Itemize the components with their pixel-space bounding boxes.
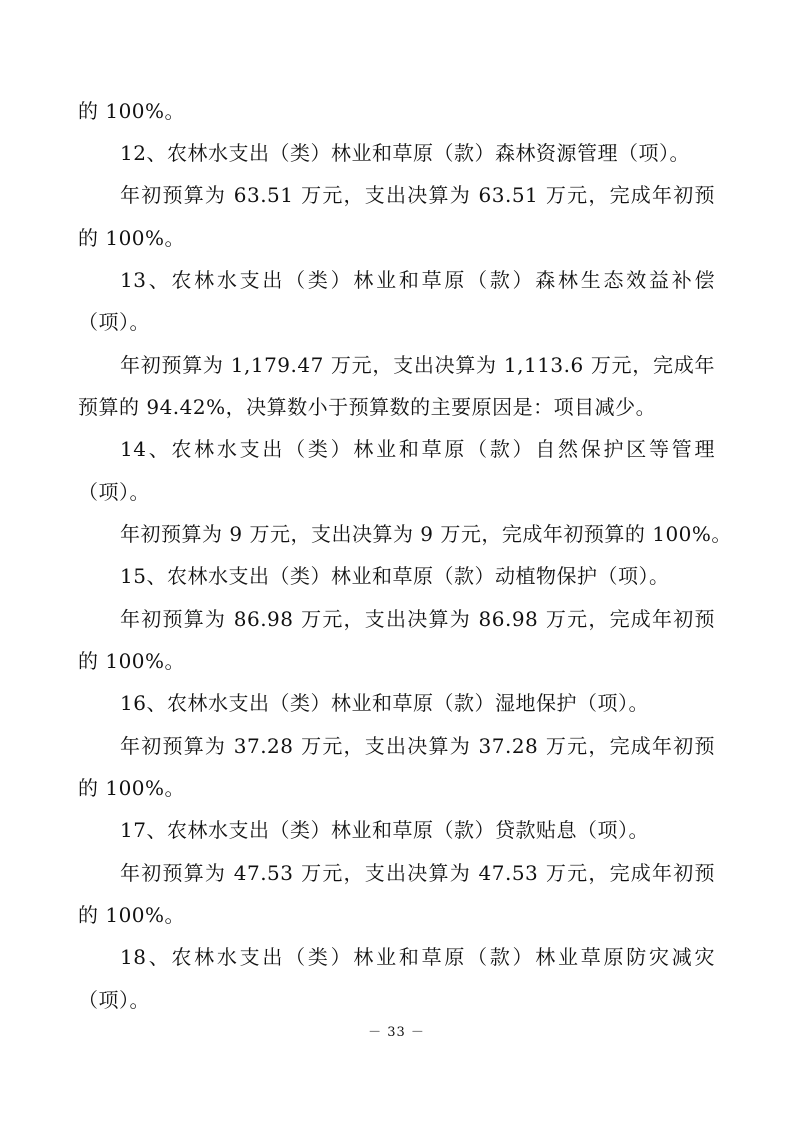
- text-line: 的 100%。: [78, 649, 186, 673]
- text-line: 13、农林水支出（类）林业和草原（款）森林生态效益补偿: [120, 268, 715, 292]
- text-line: 15、农林水支出（类）林业和草原（款）动植物保护（项）。: [120, 564, 670, 588]
- text-line: 17、农林水支出（类）林业和草原（款）贷款贴息（项）。: [120, 818, 649, 842]
- text-line: 14、农林水支出（类）林业和草原（款）自然保护区等管理: [120, 437, 715, 461]
- text-line: 16、农林水支出（类）林业和草原（款）湿地保护（项）。: [120, 691, 649, 715]
- text-line: 的 100%。: [78, 903, 186, 927]
- text-line: 年初预算为 63.51 万元，支出决算为 63.51 万元，完成年初预: [120, 183, 715, 207]
- text-line: 年初预算为 37.28 万元，支出决算为 37.28 万元，完成年初预: [120, 734, 715, 758]
- text-line: （项）。: [78, 988, 150, 1012]
- page-number: － 33 －: [368, 1025, 425, 1040]
- text-line: 12、农林水支出（类）林业和草原（款）森林资源管理（项）。: [120, 141, 690, 165]
- text-line: 年初预算为 47.53 万元，支出决算为 47.53 万元，完成年初预: [120, 861, 715, 885]
- text-line: 预算的 94.42%，决算数小于预算数的主要原因是：项目减少。: [78, 395, 657, 419]
- text-line: 18、农林水支出（类）林业和草原（款）林业草原防灾减灾: [120, 945, 715, 969]
- text-line: 的 100%。: [78, 226, 186, 250]
- text-line: （项）。: [78, 480, 150, 504]
- text-line: 年初预算为 86.98 万元，支出决算为 86.98 万元，完成年初预: [120, 607, 715, 631]
- text-line: 的 100%。: [78, 99, 186, 123]
- text-line: 的 100%。: [78, 776, 186, 800]
- text-line: 年初预算为 1,179.47 万元，支出决算为 1,113.6 万元，完成年: [120, 353, 715, 377]
- text-line: （项）。: [78, 310, 150, 334]
- text-line: 年初预算为 9 万元，支出决算为 9 万元，完成年初预算的 100%。: [120, 522, 732, 546]
